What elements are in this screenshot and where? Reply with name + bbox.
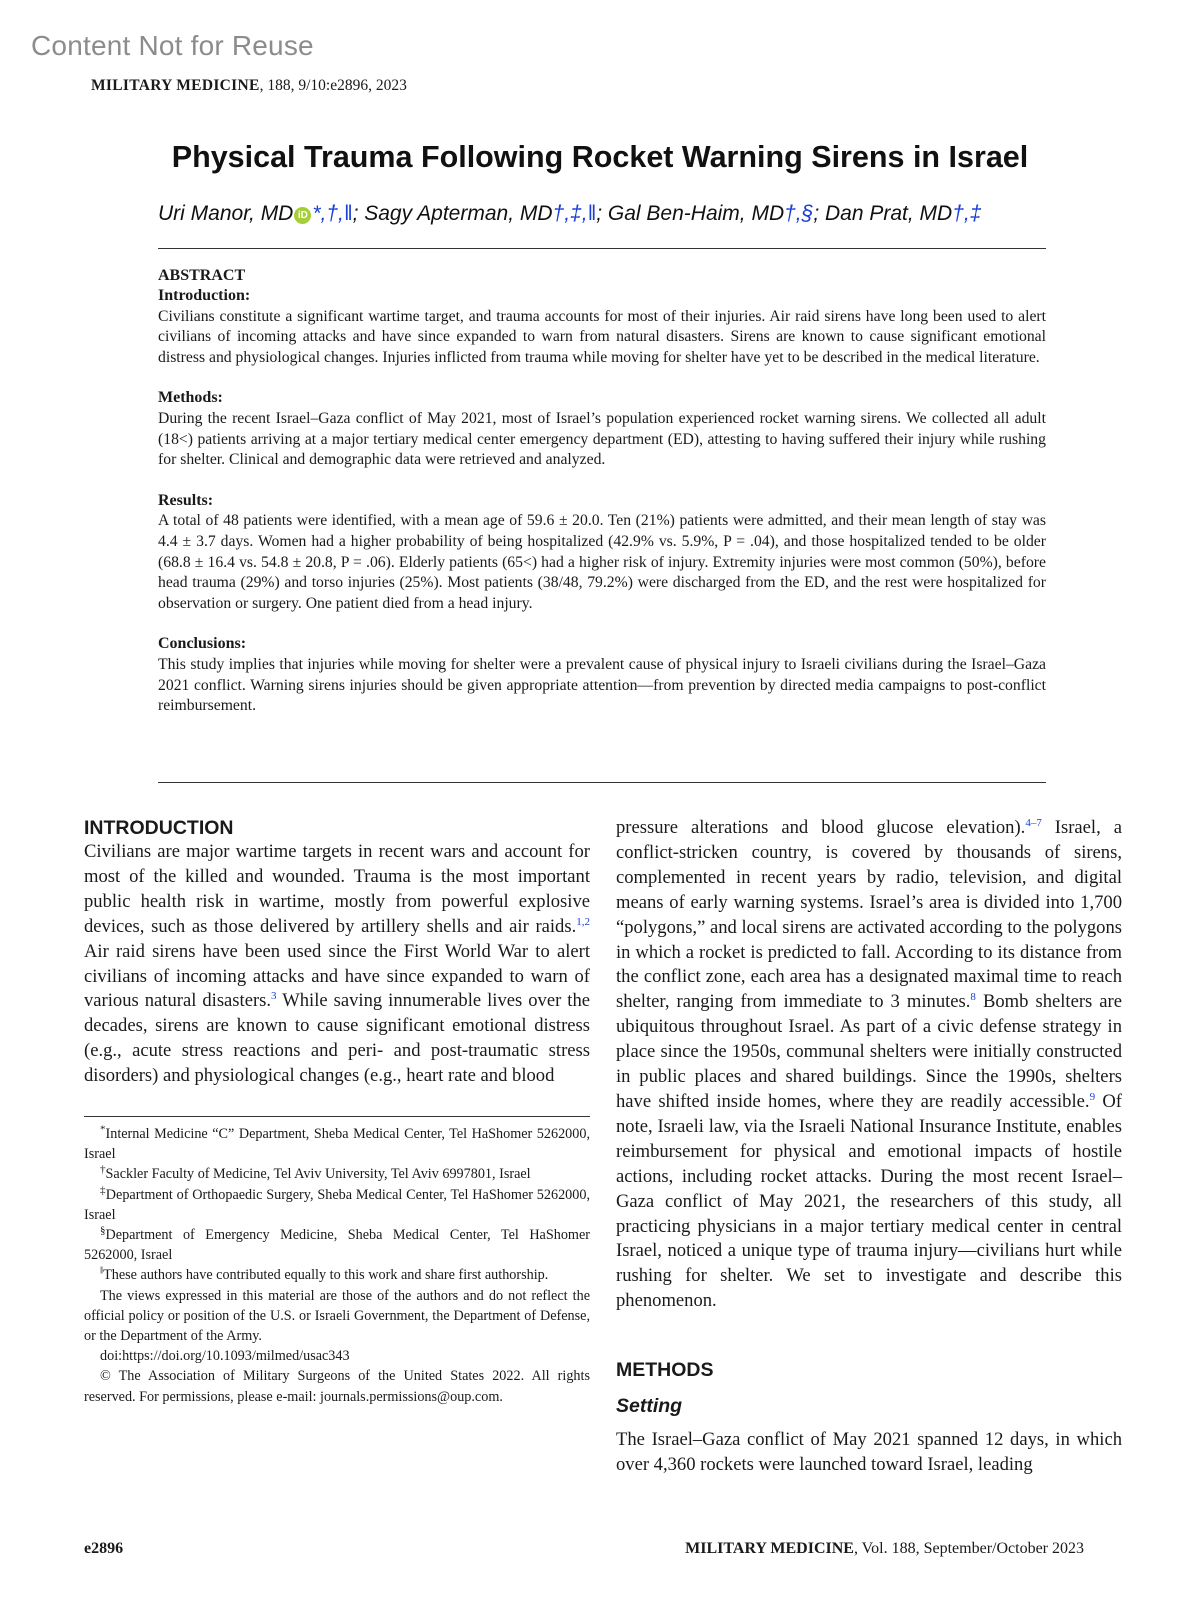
journal-header [91, 77, 407, 95]
footnote-rule [84, 1116, 590, 1117]
intro-text-segment: While saving innumerable lives over the decades, sirens are known to cause significant emotional distress (e.g., acute stress reactions and peri- and post-traumatic stress disorders) and physiological changes (e.g., heart rate and blood [84, 990, 590, 1087]
abstract-section [158, 266, 1046, 717]
reference-link[interactable]: 9 [1089, 1090, 1096, 1103]
introduction-paragraph-2 [616, 816, 1122, 1314]
left-column [84, 816, 590, 1089]
reference-link[interactable]: 4–7 [1025, 816, 1042, 829]
footnote-3 [84, 1185, 590, 1225]
footnote-text: Internal Medicine “C” Department, Sheba Medical Center, Tel HaShomer 5262000, Israel [84, 1126, 590, 1163]
footnote-mark: ‡ [100, 1183, 106, 1196]
page-number: e2896 [84, 1540, 124, 1557]
footnote-2 [84, 1164, 590, 1184]
intro-text-segment: Civilians are major wartime targets in recent wars and account for most of the killed and wounded. Trauma is the most important public health risk in wartime, mostly from powerful explosive devices, such as those delivered by artillery shells and air raids. [84, 841, 590, 937]
intro-text-segment: Of note, Israeli law, via the Israeli National Insurance Institute, enables reimbursement for physical and emotional impacts of hostile actions, including rocket attacks. During the most recent Israel–Gaza conflict of May 2021, the researchers of this study, all practicing physicians in a major tertiary medical center in central Israel, noticed a unique type of trauma injury—civilians hurt while rushing for shelter. We set to investigate and describe this phenomenon. [616, 1090, 1122, 1312]
reference-link[interactable]: 8 [970, 991, 976, 1004]
footnote-text: Department of Emergency Medicine, Sheba Medical Center, Tel HaShomer 5262000, Israel [84, 1227, 590, 1264]
orcid-icon[interactable]: iD [294, 207, 311, 224]
footer-citation [685, 1540, 1084, 1558]
paper-title: Physical Trauma Following Rocket Warning Sirens in Israel [171, 140, 1029, 174]
footnote-mark: § [100, 1224, 106, 1237]
author-2-name: ; Sagy Apterman, MD [352, 202, 553, 225]
footnote-mark: † [100, 1163, 106, 1176]
author-3-affiliations[interactable]: †,§ [784, 202, 814, 225]
author-1-affiliations[interactable]: *,†,‖ [312, 202, 353, 225]
footnote-mark: * [100, 1123, 106, 1136]
journal-citation: , 188, 9/10:e2896, 2023 [259, 77, 407, 94]
intro-text-segment: Air raid sirens have been used since the First World War to alert civilians of incoming attacks and have since expanded to warn of various natural disasters. [84, 940, 590, 1012]
section-spacer [616, 1314, 1122, 1358]
watermark-text: Content Not for Reuse [31, 30, 314, 61]
footnote-text: Sackler Faculty of Medicine, Tel Aviv University, Tel Aviv 6997801, Israel [105, 1166, 531, 1183]
abstract-results-label: Results: [158, 491, 214, 509]
right-column [616, 816, 1122, 1478]
introduction-heading: INTRODUCTION [84, 817, 234, 839]
author-4-name: ; Dan Prat, MD [813, 202, 953, 225]
abstract-methods-label: Methods: [158, 389, 223, 407]
footnote-5 [84, 1265, 590, 1285]
methods-setting-text: The Israel–Gaza conflict of May 2021 spanned 12 days, in which over 4,360 rockets were launched toward Israel, leading [616, 1429, 1122, 1476]
footnote-text: These authors have contributed equally to this work and share first authorship. [103, 1267, 549, 1284]
doi-link[interactable]: doi:https://doi.org/10.1093/milmed/usac343 [100, 1348, 350, 1365]
journal-name: MILITARY MEDICINE [91, 77, 260, 94]
abstract-conclusions-text: This study implies that injuries while moving for shelter were a prevalent cause of physical injury to Israeli civilians during the Israel–Gaza 2021 conflict. Warning sirens injuries should be given appropriate attention—from prevention by directed media campaigns to post-conflict reimbursement. [158, 655, 1046, 715]
author-3-name: ; Gal Ben-Haim, MD [596, 202, 785, 225]
abstract-bottom-rule [158, 782, 1046, 783]
reference-link[interactable]: 1,2 [576, 915, 590, 928]
author-4-affiliations[interactable]: †,‡ [952, 202, 982, 225]
introduction-paragraph-1 [84, 840, 590, 1089]
intro-text-segment: Israel, a conflict-stricken country, is covered by thousands of sirens, complemented in recent years by radio, television, and digital means of early warning systems. Israel’s area is divided into 1,700 “polygons,” and local sirens are activated according to the polygons in which a rocket is predicted to fall. According to its distance from the conflict zone, each area has a designated maximal time to reach shelter, ranging from immediate to 3 minutes. [616, 817, 1122, 1013]
footnote-mark: ‖ [100, 1264, 104, 1277]
footer-issue: , Vol. 188, September/October 2023 [853, 1540, 1084, 1557]
footnotes [84, 1124, 590, 1407]
abstract-heading: ABSTRACT [158, 267, 246, 284]
footnote-text: Department of Orthopaedic Surgery, Sheba Medical Center, Tel HaShomer 5262000, Israel [84, 1186, 591, 1223]
section-spacer [616, 1382, 1122, 1394]
abstract-intro-text: Civilians constitute a significant wartime target, and trauma accounts for most of their injuries. Air raid sirens have long been used to alert civilians of incoming attacks and have since expanded to warn from natural disasters. Sirens are known to cause significant emotional distress and physiological changes. Injuries inflicted from trauma while moving for shelter have yet to be described in the medical literature. [158, 307, 1046, 366]
intro-text-segment: Bomb shelters are ubiquitous throughout Israel. As part of a civic defense strategy in place since the 1950s, communal shelters were initially constructed in public places and shared buildings. Since the 1990s, shelters have shifted inside homes, where they are readily accessible. [616, 991, 1122, 1112]
setting-subheading: Setting [616, 1395, 683, 1418]
methods-heading: METHODS [616, 1359, 714, 1382]
footnote-4 [84, 1225, 590, 1265]
intro-text-segment: pressure alterations and blood glucose elevation). [616, 817, 1026, 838]
author-2-affiliations[interactable]: †,‡,‖ [552, 202, 597, 225]
abstract-top-rule [158, 248, 1046, 249]
author-1-name: Uri Manor, MD [158, 202, 294, 225]
copyright-notice: © The Association of Military Surgeons of the United States 2022. All rights reserved. For permissions, please e-mail: journals.permissions@oup.com. [84, 1368, 590, 1405]
abstract-intro-label: Introduction: [158, 287, 251, 304]
reference-link[interactable]: 3 [271, 990, 277, 1003]
footer-journal: MILITARY MEDICINE [685, 1540, 854, 1557]
abstract-methods-text: During the recent Israel–Gaza conflict of May 2021, most of Israel’s population experienced rocket warning sirens. We collected all adult (18<) patients arriving at a major tertiary medical center emergency department (ED), attesting to having suffered their injury while rushing for shelter. Clinical and demographic data were retrieved and analyzed. [158, 409, 1046, 469]
abstract-results-text: A total of 48 patients were identified, with a mean age of 59.6 ± 20.0. Ten (21%) patients were admitted, and their mean length of stay was 4.4 ± 3.7 days. Women had a higher probability of being hospitalized (42.9% vs. 5.9%, P = .04), and those hospitalized tended to be older (68.8 ± 16.4 vs. 54.8 ± 20.8, P = .06). Elderly patients (65<) had a higher risk of injury. Extremity injuries were most common (50%), before head trauma (29%) and torso injuries (25%). Most patients (38/48, 79.2%) were discharged from the ED, and the rest were hospitalized for observation or surgery. One patient died from a head injury. [158, 512, 1046, 612]
section-spacer [616, 1418, 1122, 1428]
disclaimer: The views expressed in this material are those of the authors and do not reflect the official policy or position of the U.S. or Israeli Government, the Department of Defense, or the Department of the Army. [84, 1287, 590, 1345]
abstract-conclusions-label: Conclusions: [158, 635, 247, 653]
footnote-1 [84, 1124, 590, 1164]
author-list [158, 202, 981, 226]
